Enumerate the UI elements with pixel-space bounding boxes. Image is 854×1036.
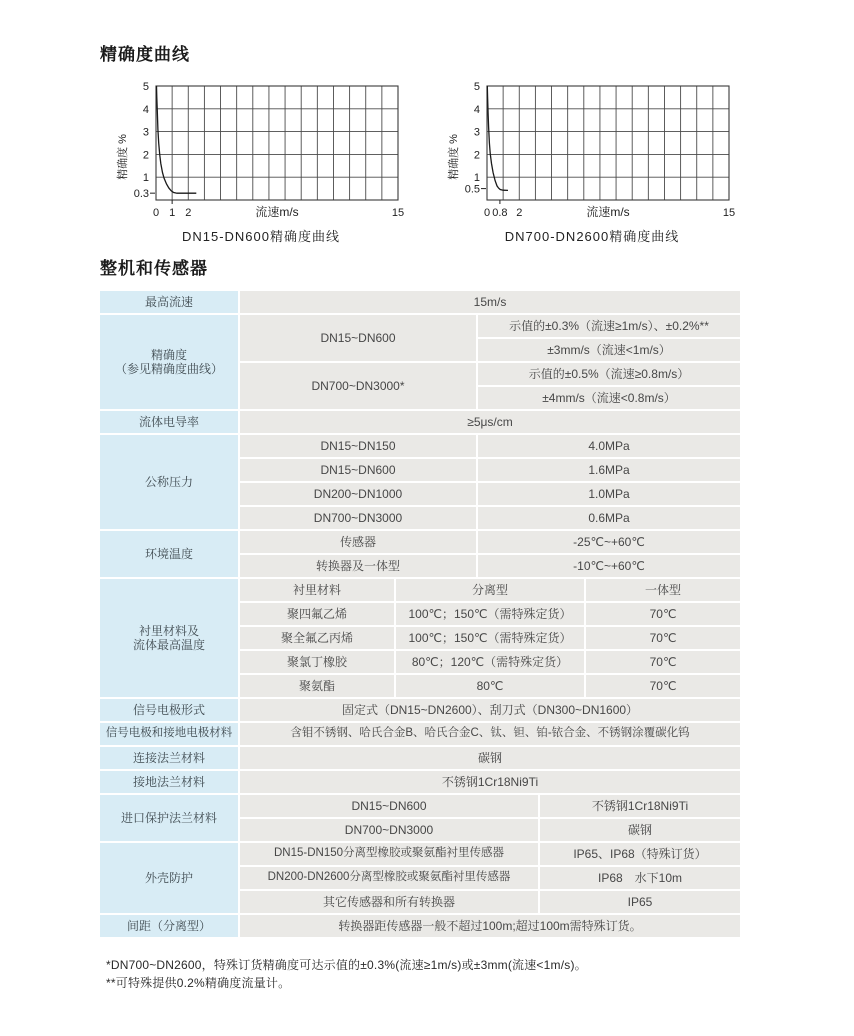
cell-pressure-range-3: DN700~DN3000	[240, 507, 476, 529]
table-row	[100, 579, 740, 601]
accuracy-curve-line	[487, 86, 508, 190]
table-row	[100, 435, 740, 457]
spec-table-wrapper	[98, 289, 742, 939]
footnote-1: *DN700~DN2600，特殊订货精确度可达示值的±0.3%(流速≥1m/s)或±3mm(流速<1m/s)。	[106, 958, 587, 972]
cell-lining-material-3: 聚氨酯	[240, 675, 394, 697]
x-tick-label: 2	[516, 207, 523, 219]
cell-lining-material-0: 聚四氟乙烯	[240, 603, 394, 625]
cell-accuracy-value-1b: ±3mm/s（流速<1m/s）	[478, 339, 740, 361]
y-tick-label: 1	[473, 172, 480, 185]
y-tick-label: 0.3	[133, 188, 149, 201]
y-axis-label: 精确度 %	[117, 134, 129, 180]
row-label-electrode-type: 信号电极形式	[100, 699, 238, 721]
cell-enclosure-item-0: DN15-DN150分离型橡胶或聚氨酯衬里传感器	[240, 843, 538, 865]
accuracy-label-line2: （参见精确度曲线）	[114, 362, 223, 376]
chart-caption: DN700-DN2600精确度曲线	[504, 229, 680, 244]
x-tick-label: 15	[722, 207, 736, 219]
cell-lining-sep-3: 80℃	[396, 675, 584, 697]
cell-lining-material-1: 聚全氟乙丙烯	[240, 627, 394, 649]
cell-enclosure-value-2: IP65	[540, 891, 740, 913]
table-row	[100, 699, 740, 721]
row-label-connect-flange: 连接法兰材料	[100, 747, 238, 769]
table-row	[100, 747, 740, 769]
y-tick-label: 0.5	[464, 183, 480, 196]
cell-lining-int-2: 70℃	[586, 651, 740, 673]
cell-pressure-range-0: DN15~DN150	[240, 435, 476, 457]
x-tick-label: 0	[483, 207, 491, 219]
cell-accuracy-value-2a: 示值的±0.5%（流速≥0.8m/s）	[478, 363, 740, 385]
accuracy-chart-dn15-dn600	[114, 79, 408, 245]
cell-pressure-value-2: 1.0MPa	[478, 483, 740, 505]
accuracy-label-line1: 精确度	[150, 347, 187, 362]
cell-connect-flange-value: 碳钢	[240, 747, 740, 769]
cell-lining-material-2: 聚氯丁橡胶	[240, 651, 394, 673]
y-tick-label: 4	[473, 103, 480, 116]
x-tick-label: 15	[391, 207, 405, 219]
cell-accuracy-value-2b: ±4mm/s（流速<0.8m/s）	[478, 387, 740, 409]
row-label-lining	[100, 579, 238, 697]
cell-lining-sep-2: 80℃；120℃（需特殊定货）	[396, 651, 584, 673]
y-tick-label: 1	[142, 172, 149, 185]
cell-lining-header-0: 衬里材料	[240, 579, 394, 601]
cell-electrode-type-value: 固定式（DN15~DN2600）、刮刀式（DN300~DN1600）	[240, 699, 740, 721]
cell-inlet-range-1: DN700~DN3000	[240, 819, 538, 841]
cell-inlet-value-1: 碳钢	[540, 819, 740, 841]
y-tick-label: 4	[142, 103, 149, 116]
chart-caption: DN15-DN600精确度曲线	[181, 229, 341, 244]
section-title-machine-sensor: 整机和传感器	[100, 259, 208, 278]
table-row	[100, 315, 740, 337]
row-label-ground-flange: 接地法兰材料	[100, 771, 238, 793]
cell-env-value-0: -25℃~+60℃	[478, 531, 740, 553]
footnotes	[106, 956, 587, 992]
accuracy-chart-dn700-dn2600	[445, 79, 739, 245]
table-row	[100, 771, 740, 793]
section-title-accuracy-curves: 精确度曲线	[100, 45, 190, 64]
cell-accuracy-range-2: DN700~DN3000*	[240, 363, 476, 409]
row-label-conductivity: 流体电导率	[100, 411, 238, 433]
table-row	[100, 411, 740, 433]
cell-enclosure-value-0: IP65、IP68（特殊订货）	[540, 843, 740, 865]
y-tick-label: 3	[473, 126, 480, 139]
lining-label-line1: 衬里材料及	[138, 623, 199, 638]
y-tick-label: 5	[142, 81, 149, 93]
cell-lining-header-2: 一体型	[586, 579, 740, 601]
cell-ground-flange-value: 不锈钢1Cr18Ni9Ti	[240, 771, 740, 793]
row-label-max-flow: 最高流速	[100, 291, 238, 313]
table-row	[100, 915, 740, 937]
cell-accuracy-range-1: DN15~DN600	[240, 315, 476, 361]
x-tick-label: 1	[169, 207, 176, 219]
x-tick-label: 2	[185, 207, 192, 219]
x-axis-label: 流速m/s	[586, 205, 630, 219]
cell-pressure-range-1: DN15~DN600	[240, 459, 476, 481]
y-tick-label: 3	[142, 126, 149, 139]
cell-lining-int-1: 70℃	[586, 627, 740, 649]
y-tick-label: 2	[142, 149, 149, 162]
footnote-2: **可特殊提供0.2%精确度流量计。	[106, 976, 291, 990]
cell-enclosure-value-1: IP68 水下10m	[540, 867, 740, 889]
lining-label-line2: 流体最高温度	[132, 638, 205, 652]
y-tick-label: 2	[473, 149, 480, 162]
cell-inlet-value-0: 不锈钢1Cr18Ni9Ti	[540, 795, 740, 817]
table-row	[100, 795, 740, 817]
accuracy-curve-plot	[445, 79, 739, 224]
cell-enclosure-item-2: 其它传感器和所有转换器	[240, 891, 538, 913]
cell-spacing-value: 转换器距传感器一般不超过100m;超过100m需特殊订货。	[240, 915, 740, 937]
row-label-enclosure: 外壳防护	[100, 843, 238, 913]
cell-inlet-range-0: DN15~DN600	[240, 795, 538, 817]
x-tick-label: 0	[152, 207, 160, 219]
y-tick-label: 5	[473, 81, 480, 93]
cell-lining-header-1: 分离型	[396, 579, 584, 601]
row-label-pressure: 公称压力	[100, 435, 238, 529]
spec-table	[98, 289, 742, 939]
table-row	[100, 531, 740, 553]
cell-lining-int-0: 70℃	[586, 603, 740, 625]
cell-pressure-value-1: 1.6MPa	[478, 459, 740, 481]
cell-pressure-value-0: 4.0MPa	[478, 435, 740, 457]
cell-lining-sep-1: 100℃；150℃（需特殊定货）	[396, 627, 584, 649]
cell-max-flow-value: 15m/s	[240, 291, 740, 313]
row-label-electrode-material: 信号电极和接地电极材料	[100, 723, 238, 745]
cell-env-value-1: -10℃~+60℃	[478, 555, 740, 577]
y-axis-label: 精确度 %	[448, 134, 460, 180]
cell-env-item-1: 转换器及一体型	[240, 555, 476, 577]
cell-conductivity-value: ≥5μs/cm	[240, 411, 740, 433]
row-label-env-temp: 环境温度	[100, 531, 238, 577]
x-tick-label: 0.8	[492, 207, 508, 219]
cell-pressure-range-2: DN200~DN1000	[240, 483, 476, 505]
cell-enclosure-item-1: DN200-DN2600分离型橡胶或聚氨酯衬里传感器	[240, 867, 538, 889]
table-row	[100, 723, 740, 745]
row-label-accuracy	[100, 315, 238, 409]
cell-lining-sep-0: 100℃；150℃（需特殊定货）	[396, 603, 584, 625]
cell-lining-int-3: 70℃	[586, 675, 740, 697]
cell-pressure-value-3: 0.6MPa	[478, 507, 740, 529]
accuracy-curve-plot	[114, 79, 408, 224]
row-label-inlet-flange: 进口保护法兰材料	[100, 795, 238, 841]
row-label-spacing: 间距（分离型）	[100, 915, 238, 937]
cell-accuracy-value-1a: 示值的±0.3%（流速≥1m/s）、±0.2%**	[478, 315, 740, 337]
cell-electrode-material-value: 含钼不锈钢、哈氏合金B、哈氏合金C、钛、钽、铂-铱合金、不锈钢涂覆碳化钨	[240, 723, 740, 745]
table-row	[100, 843, 740, 865]
table-row	[100, 291, 740, 313]
cell-env-item-0: 传感器	[240, 531, 476, 553]
x-axis-label: 流速m/s	[255, 205, 299, 219]
